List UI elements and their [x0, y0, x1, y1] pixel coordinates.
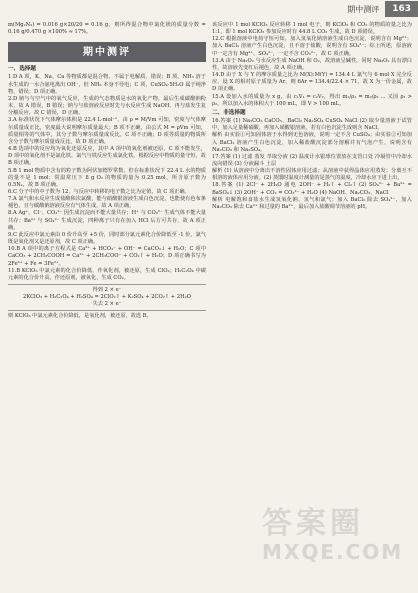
- answer-item: 1.D A 项，K、Na、Ca 等物质都是混合物，不属于电解质，错误；B 项，NH₃ 溶于水生成的一水合氨电离出 OH⁻，但 NH₃ 本身不导电；C 项，CuSO₄·5H₂O 属于纯净物，错误；D 项正确。: [8, 74, 206, 95]
- answer-item: 16.答案 (1) Na₂CO₃ CaCO₃、BaCl₂ Na₂SO₄ CuSO₄ NaCl (2) 取少量溶液于试管中，加入足量稀硝酸，再加入硝酸银溶液，若有白色沉淀生成则含 NaCl。: [212, 118, 412, 132]
- header-section-title: 期中测评: [347, 4, 380, 14]
- answer-item: 12.C 根据溶液中电荷守恒可知，加入氢氧化钠溶液生成白色沉淀，说明含有 Mg²⁺；加入 BaCl₂ 溶液产生白色沉淀，且不溶于盐酸，说明含有 SO₄²⁻；综上所述，原溶液中一定含有 Mg²⁺、SO₄²⁻，一定不含 CO₃²⁻，故 C 项正确。: [212, 36, 412, 57]
- answer-item: 18.答案 (1) 2Cl⁻ + 2H₂O 通电 2OH⁻ + H₂↑ + Cl₂↑ (2) SO₄²⁻ + Ba²⁺ = BaSO₄↓ (3) 2OH⁻ + CO₂ = CO₃²⁻ + H₂O (4) NaOH、Na₂CO₃、NaCl: [212, 182, 412, 196]
- page-header: [347, 0, 418, 18]
- answer-item: 17.答案 (1) 过滤 蒸发 萃取分液 (2) 温度计水银球位置放在支管口处 冷凝管中冷却水流向错误 (3) 分液漏斗 上层: [212, 153, 412, 167]
- left-column: [8, 22, 206, 321]
- page-number: 163: [385, 1, 418, 17]
- answer-item: 4.B 选项中的反应均为氧化还原反应，其中 A 项中的氧化剂被还原，C 项不能发生，D 项中的氧化剂不是氯化铁。氯气与铁反应生成氯化铁，根据反应中物质的量守恒，故 B 项正确。: [8, 146, 206, 167]
- answer-item: 3.A 标准状况下气体摩尔体积是 22.4 L·mol⁻¹，由 ρ = M/Vm 可知，密度与气体摩尔质量成正比，密度最大说明摩尔质量最大；B 项不正确，由公式 M = ρVm 可知，质量相等的气体中，其分子数与摩尔质量成反比，C 项不正确；D 项等质量的物质所含分子数与摩尔质量成反比，故 D 项正确。: [8, 117, 206, 145]
- answer-item: 解析 电解饱和食盐水生成氢氧化钠、氢气和氯气；加入 BaCl₂ 除去 SO₄²⁻，加入 Na₂CO₃ 除去 Ca²⁺ 和过量的 Ba²⁺，最后加入盐酸调节溶液的 pH。: [212, 196, 412, 210]
- answer-item: 解析 由实验①可知固体溶于水得到无色溶液，说明一定不含 CuSO₄；由实验②可知加入 BaCl₂ 溶液产生白色沉淀，加入稀盐酸沉淀部分溶解并有气泡产生，说明含有 Na₂CO₃ 和 Na₂SO₄。: [212, 132, 412, 153]
- equation-top-label: 得到 2 × e⁻: [92, 287, 122, 293]
- answer-item: 10.B A 项中的离子方程式是 Ca²⁺ + HCO₃⁻ + OH⁻ = CaCO₃↓ + H₂O；C 项中 CaCO₃ + 2CH₃COOH = Ca²⁺ + 2CH₃COO⁻ + CO₂↑ + H₂O；D 项正确书写为 2Fe³⁺ + Fe = 3Fe²⁺。: [8, 246, 206, 267]
- answer-item: 8.A Ag⁺、Cl⁻、CO₃²⁻ 因生成沉淀而不能大量共存；H⁺ 与 CO₃²⁻ 生成气体不能大量共存；Ba²⁺ 与 SO₄²⁻ 生成沉淀，四种离子只有在加入 HCl 后方可共存，故 A 项正确。: [8, 210, 206, 231]
- right-column: [212, 22, 412, 211]
- answer-item: 5.B 1 mol 物质中含有的粒子数为阿伏加德罗常数，但在标准状况下 22.4 L 水的物质的量不是 1 mol；常温常压下 8 g O₂ 的物质的量为 0.25 mol，所含原子数为 0.5Nₐ，故 B 项正确。: [8, 167, 206, 188]
- answer-item: 14.D 由于 X 与 Y 的摩尔质量之比为 M(X):M(Y) = 134.4 L 氯气与 6 mol X 完全反应，设 X 的相对原子质量为 Ar，则 6Ar = 134.4/22.4 × 71，故 X 为一价金属，故 D 项正确。: [212, 72, 412, 93]
- section-heading-choice: 一、选择题: [8, 66, 36, 73]
- answer-item: 9.C 此反应中氯元素由 0 价升高至 +5 价，同时部分氯元素化合价降低至 -1 价，氯气既是氧化剂又是还原剂，故 C 项正确。: [8, 231, 206, 246]
- watermark-text-2: MXQE.COM: [262, 540, 404, 564]
- equation-body: 2KClO₃ + H₂C₂O₄ + H₂SO₄ = 2ClO₂↑ + K₂SO₄ + 2CO₂↑ + 2H₂O: [23, 294, 191, 301]
- answer-item: 该反应中 1 mol KClO₃ 反应转移 1 mol 电子，则 KClO₃ 和 CO₂ 的物质的量之比为 1:1，即 1 mol KClO₃ 参加反应时有 44.8 L CO₂ 生成，故 D 项错误。: [212, 22, 412, 36]
- answer-item: 7.A 氯气和水反应生成盐酸和次氯酸，能与硝酸银溶液生成白色沉淀，也能使有色布条褪色，且与碳酸钠溶液反应有气体生成，故 A 项正确。: [8, 196, 206, 210]
- section-banner: 期中测评: [8, 42, 206, 62]
- section-heading-nonchoice: 二、非选择题: [212, 109, 246, 116]
- answer-item: 15.A 设加入水的质量为 x g，由 c₁V₁ = c₂V₂，得出 m₁/ρ₁ = m₂/ρ₂ ... 又因 ρ₁ > ρ₂，所以加入水的体积大于 100 mL，即 V > 100 mL。: [212, 93, 412, 107]
- answer-item: 13.A 由于 Na₂O₂ 与水反应生成 NaOH 和 O₂，故溶液呈碱性，同时 Na₂O₂ 具有漂白性，故溶液先变红后褪色，故 A 项正确。: [212, 57, 412, 71]
- redox-equation: [8, 284, 206, 311]
- paragraph-tail: 则 KClO₃ 中氯元素化合价降低，是氧化剂，被还原，故选 B。: [8, 313, 152, 320]
- answer-item: 11.B KClO₃ 中氯元素的化合价降低，作氧化剂，被还原，生成 ClO₂；H₂C₂O₄ 中碳元素的化合价升高，作还原剂，被氧化，生成 CO₂。: [8, 267, 206, 281]
- paragraph-intro: m(Mg₂N₂) = 0.016 g×20/20 = 0.16 g，则所得混合物中氮化镁的质量分数 = 0.16 g/0.470 g ×100% ≈ 17%。: [8, 22, 206, 36]
- watermark-text-1: 答案圈: [262, 506, 364, 541]
- answer-item: 解析 (1) 从溶液中分离出不溶性固体应用过滤；从溶液中获得晶体应用蒸发；分离互不相溶的液体应用分液。(2) 蒸馏时温度计测量的是蒸气的温度，冷却水应下进上出。: [212, 168, 412, 182]
- watermark-logo: [262, 498, 412, 588]
- answer-item: 6.C 分子中的中子数为 12，与反应中转移的电子数之比为定值，故 C 项正确。: [8, 188, 190, 195]
- answer-item: 2.D 钠与与空气中的氧气反应，生成的气态物质是水的氧化产物，最后生成碳酸钠粉末，故 A 错误，B 错误；钠与与盐溶液反应时先与水反应生成 NaOH，再与盐发生复分解反应，故 C 错误，D 正确。: [8, 95, 206, 117]
- equation-bottom-label: 失去 2 × e⁻: [92, 301, 122, 308]
